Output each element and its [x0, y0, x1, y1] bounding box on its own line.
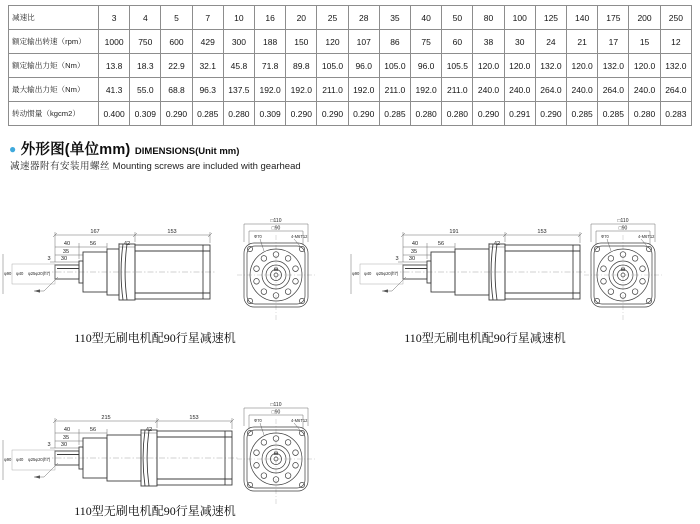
dim-f: 3	[47, 256, 51, 262]
dim-c: 42	[493, 241, 501, 247]
table-cell: 71.8	[255, 54, 286, 78]
row-header-cell: 最大输出力矩（Nm）	[9, 78, 99, 102]
dim-a: 40	[411, 241, 419, 247]
table-cell: 45.8	[223, 54, 254, 78]
row-header-cell: 额定输出力矩（Nm）	[9, 54, 99, 78]
shaft-label-3: φ25φ20(h7)	[28, 271, 51, 276]
drawing-1-caption: 110型无刷电机配90行星减速机	[74, 331, 236, 345]
table-cell: 40	[411, 6, 442, 30]
table-cell: 0.290	[161, 102, 192, 126]
table-cell: 38	[473, 30, 504, 54]
table-cell: 0.290	[348, 102, 379, 126]
dim-e: 30	[408, 256, 416, 262]
table-cell: 0.290	[473, 102, 504, 126]
drawing-3-caption: 110型无刷电机配90行星减速机	[74, 504, 236, 518]
table-cell: 0.280	[411, 102, 442, 126]
section-bullet-icon: ●	[9, 142, 17, 156]
table-cell: 137.5	[223, 78, 254, 102]
table-cell: 55.0	[130, 78, 161, 102]
dim-c: 42	[123, 241, 131, 247]
keyway-leader	[34, 277, 58, 293]
dim-total: 191	[449, 229, 459, 235]
shaft-label-3: φ25φ20(h7)	[376, 271, 399, 276]
dim-motor: 153	[189, 415, 199, 421]
table-cell: 120.0	[629, 54, 660, 78]
drawing-1-side-view	[0, 202, 240, 334]
dim-b: 56	[437, 241, 445, 247]
table-cell: 0.280	[629, 102, 660, 126]
table-cell: 120.0	[567, 54, 598, 78]
table-cell: 96.0	[348, 54, 379, 78]
end-outer-label: □110	[270, 218, 282, 224]
table-row	[9, 102, 692, 126]
end-outer-label: □110	[270, 402, 282, 408]
shaft-label-2: φ40	[16, 457, 24, 462]
table-cell: 17	[598, 30, 629, 54]
end-pilot-label: Φ70	[254, 234, 262, 239]
table-cell: 600	[161, 30, 192, 54]
drawing-2-end-view	[583, 212, 663, 322]
table-cell: 211.0	[442, 78, 473, 102]
table-cell: 107	[348, 30, 379, 54]
table-cell: 211.0	[317, 78, 348, 102]
table-cell: 0.290	[317, 102, 348, 126]
section-header	[9, 138, 239, 159]
spec-table	[8, 5, 692, 126]
table-cell: 192.0	[255, 78, 286, 102]
end-screws-label: 4-M6T12	[291, 418, 308, 423]
table-cell: 140	[567, 6, 598, 30]
table-cell: 211.0	[379, 78, 410, 102]
table-cell: 192.0	[348, 78, 379, 102]
table-cell: 0.309	[255, 102, 286, 126]
row-header-cell: 减速比	[9, 6, 99, 30]
table-cell: 250	[660, 6, 691, 30]
table-row	[9, 6, 692, 30]
table-cell: 105.0	[317, 54, 348, 78]
table-cell: 150	[286, 30, 317, 54]
table-cell: 0.290	[286, 102, 317, 126]
table-cell: 41.3	[99, 78, 130, 102]
table-cell: 68.8	[161, 78, 192, 102]
table-cell: 0.285	[379, 102, 410, 126]
table-cell: 80	[473, 6, 504, 30]
table-cell: 96.0	[411, 54, 442, 78]
drawing-3-side-view	[0, 388, 262, 520]
table-cell: 4	[130, 6, 161, 30]
table-cell: 20	[286, 6, 317, 30]
end-inner-label: □90	[271, 225, 281, 232]
drawing-3-dim-lines	[3, 418, 234, 480]
table-cell: 30	[504, 30, 535, 54]
table-cell: 0.290	[535, 102, 566, 126]
dim-c: 42	[145, 427, 153, 433]
table-row	[9, 78, 692, 102]
dim-total: 167	[90, 229, 100, 235]
drawing-2-side-view	[348, 202, 610, 334]
table-cell: 0.285	[598, 102, 629, 126]
section-title-cn: 外形图(单位mm)	[20, 142, 131, 158]
dim-e: 30	[60, 442, 68, 448]
table-cell: 175	[598, 6, 629, 30]
table-cell: 105.0	[379, 54, 410, 78]
shaft-label-2: φ40	[364, 271, 372, 276]
table-cell: 0.283	[660, 102, 691, 126]
table-cell: 264.0	[535, 78, 566, 102]
table-cell: 0.280	[442, 102, 473, 126]
shaft-label-1: φ90	[352, 271, 360, 276]
end-pilot-label: Φ70	[254, 418, 262, 423]
table-cell: 75	[411, 30, 442, 54]
table-cell: 120.0	[504, 54, 535, 78]
table-cell: 750	[130, 30, 161, 54]
table-cell: 100	[504, 6, 535, 30]
table-cell: 13.8	[99, 54, 130, 78]
dim-motor: 153	[167, 229, 177, 235]
table-cell: 429	[192, 30, 223, 54]
dim-e: 30	[60, 256, 68, 262]
table-cell: 120.0	[473, 54, 504, 78]
drawing-1-dim-lines	[3, 232, 212, 294]
table-cell: 125	[535, 6, 566, 30]
keyway-leader	[382, 277, 406, 293]
dim-total: 215	[101, 415, 111, 421]
table-cell: 132.0	[535, 54, 566, 78]
table-cell: 264.0	[660, 78, 691, 102]
shaft-label-2: φ40	[16, 271, 24, 276]
dim-a: 40	[63, 427, 71, 433]
drawing-2-outline	[392, 244, 586, 300]
table-cell: 264.0	[598, 78, 629, 102]
table-cell: 60	[442, 30, 473, 54]
table-cell: 12	[660, 30, 691, 54]
table-cell: 240.0	[567, 78, 598, 102]
shaft-label-1: φ90	[4, 271, 12, 276]
table-cell: 35	[379, 6, 410, 30]
table-cell: 120	[317, 30, 348, 54]
table-cell: 22.9	[161, 54, 192, 78]
end-screws-label: 4-M6T12	[291, 234, 308, 239]
end-inner-label: □90	[618, 225, 628, 232]
drawing-2-caption: 110型无刷电机配90行星减速机	[404, 331, 566, 345]
table-cell: 5	[161, 6, 192, 30]
keyway-leader	[34, 463, 58, 479]
dimension-note	[10, 158, 301, 172]
drawing-3-end-view	[236, 396, 316, 506]
dim-d: 35	[62, 435, 70, 441]
drawing-1-outline	[44, 244, 216, 300]
spec-table-body	[9, 6, 692, 126]
table-cell: 50	[442, 6, 473, 30]
end-outer-label: □110	[617, 218, 629, 224]
dim-motor: 153	[537, 229, 547, 235]
dimension-note-en: Mounting screws are included with gearhead	[112, 161, 301, 172]
table-cell: 96.3	[192, 78, 223, 102]
table-cell: 132.0	[660, 54, 691, 78]
end-pilot-label: Φ70	[601, 234, 609, 239]
table-cell: 89.8	[286, 54, 317, 78]
shaft-label-1: φ90	[4, 457, 12, 462]
table-cell: 25	[317, 6, 348, 30]
table-cell: 188	[255, 30, 286, 54]
table-cell: 132.0	[598, 54, 629, 78]
table-cell: 18.3	[130, 54, 161, 78]
row-header-cell: 额定输出转速（rpm）	[9, 30, 99, 54]
dim-d: 35	[410, 249, 418, 255]
dim-a: 40	[63, 241, 71, 247]
dim-d: 35	[62, 249, 70, 255]
table-cell: 21	[567, 30, 598, 54]
table-cell: 192.0	[411, 78, 442, 102]
table-cell: 16	[255, 6, 286, 30]
table-cell: 200	[629, 6, 660, 30]
table-row	[9, 30, 692, 54]
table-cell: 0.285	[192, 102, 223, 126]
table-cell: 15	[629, 30, 660, 54]
dim-f: 3	[47, 442, 51, 448]
table-cell: 0.285	[567, 102, 598, 126]
table-cell: 3	[99, 6, 130, 30]
table-cell: 0.280	[223, 102, 254, 126]
table-cell: 240.0	[504, 78, 535, 102]
table-cell: 0.400	[99, 102, 130, 126]
section-title-en: DIMENSIONS(Unit mm)	[134, 146, 240, 157]
drawing-3-outline	[44, 430, 238, 486]
table-cell: 300	[223, 30, 254, 54]
end-inner-label: □90	[271, 409, 281, 416]
table-cell: 1000	[99, 30, 130, 54]
table-cell: 0.309	[130, 102, 161, 126]
table-cell: 28	[348, 6, 379, 30]
table-cell: 32.1	[192, 54, 223, 78]
end-screws-label: 4-M6T12	[638, 234, 655, 239]
table-cell: 192.0	[286, 78, 317, 102]
table-cell: 24	[535, 30, 566, 54]
dim-f: 3	[395, 256, 399, 262]
table-cell: 86	[379, 30, 410, 54]
table-cell: 10	[223, 6, 254, 30]
dimension-note-cn: 减速器附有安装用螺丝	[10, 161, 111, 172]
shaft-label-3: φ25φ20(h7)	[28, 457, 51, 462]
dim-b: 56	[89, 427, 97, 433]
dim-b: 56	[89, 241, 97, 247]
table-cell: 240.0	[629, 78, 660, 102]
row-header-cell: 转动惯量（kgcm2）	[9, 102, 99, 126]
drawing-1-end-view	[236, 212, 316, 322]
table-cell: 7	[192, 6, 223, 30]
drawing-2-dim-lines	[351, 232, 582, 294]
table-cell: 105.5	[442, 54, 473, 78]
table-cell: 0.291	[504, 102, 535, 126]
table-row	[9, 54, 692, 78]
table-cell: 240.0	[473, 78, 504, 102]
